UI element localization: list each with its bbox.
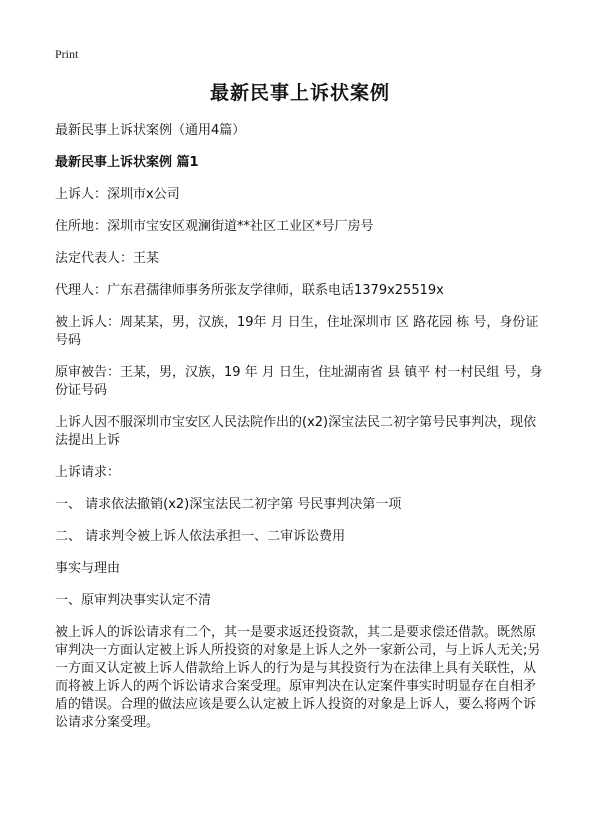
reason-item-1-body: 被上诉人的诉讼请求有二个，其一是要求返还投资款，其二是要求偿还借款。既然原审判决一方面认定被上诉人所投资的对象是上诉人之外一家新公司，与上诉人无关;另一方面又认定被上诉人借款给上诉人的行为是与其投资行为在法律上具有关联性，从而将被上诉人的两个诉讼请求合案受理。原审判决在认定案件事实时明显存在自相矛盾的错误。合理的做法应该是要么认定被上诉人投资的对象是上诉人，要么将两个诉讼请求分案受理。: [55, 625, 541, 730]
document-body: [55, 122, 545, 746]
appeal-requests-heading: 上诉请求：: [55, 465, 121, 480]
appeal-statement: 上诉人因不服深圳市宝安区人民法院作出的(x2)深宝法民二初字第号民事判决，现依法提出上诉: [55, 415, 537, 448]
facts-reasons-heading: 事实与理由: [55, 561, 121, 576]
appellant-line: 上诉人：深圳市x公司: [55, 187, 180, 202]
request-item-1: 一、 请求依法撤销(x2)深宝法民二初字第 号民事判决第一项: [55, 497, 402, 512]
request-item-2: 二、 请求判令被上诉人依法承担一、二审诉讼费用: [55, 529, 346, 544]
document-title: 最新民事上诉状案例: [209, 82, 390, 104]
address-line: 住所地：深圳市宝安区观澜街道**社区工业区*号厂房号: [55, 219, 374, 234]
print-label[interactable]: Print: [55, 47, 79, 61]
appellee-line: 被上诉人：周某某，男，汉族，19年 月 日生，住址深圳市 区 路花园 栋 号，身份证号码: [55, 315, 539, 348]
agent-line: 代理人：广东君孺律师事务所张友学律师，联系电话1379x25519x: [55, 283, 444, 298]
section-heading: 最新民事上诉状案例 篇1: [55, 155, 199, 170]
reason-item-1-heading: 一、原审判决事实认定不清: [55, 593, 212, 608]
original-defendant-line: 原审被告：王某，男，汉族，19 年 月 日生，住址湖南省 县 镇平 村一村民组 号，身份证号码: [55, 365, 543, 398]
legal-representative-line: 法定代表人：王某: [55, 251, 160, 266]
document-subtitle: 最新民事上诉状案例（通用4篇）: [55, 123, 246, 138]
